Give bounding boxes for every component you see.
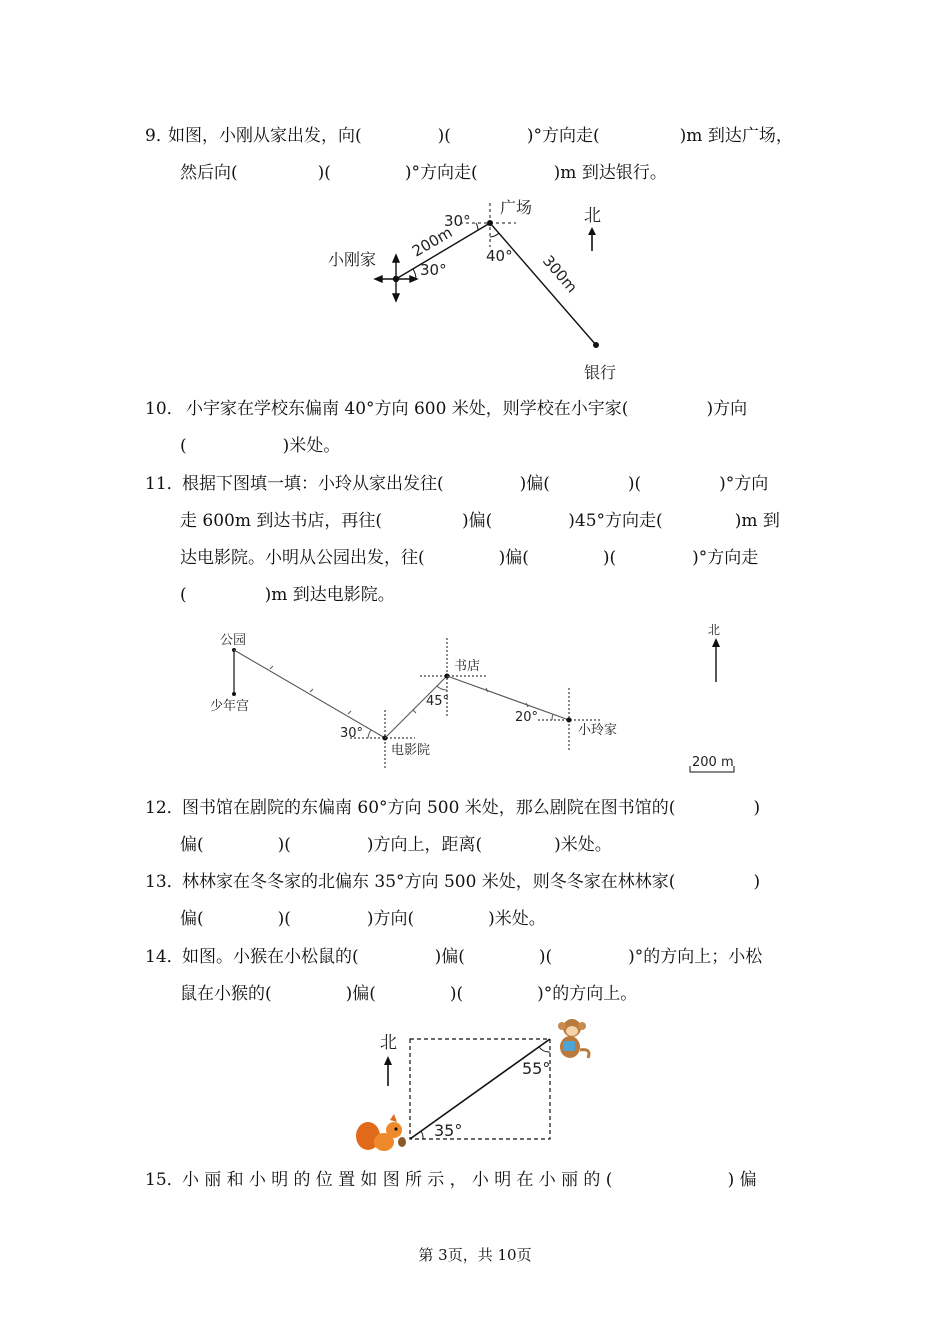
- question-9-number: 9．: [145, 126, 173, 146]
- question-15-line-1: 小丽和小明的位置如图所示，小明在小丽的( )偏: [182, 1170, 762, 1190]
- bookstore-label: 书店: [454, 659, 481, 674]
- question-10-line-1: 小宇家在学校东偏南 40°方向 600 米处，则学校在小宇家( )方向: [186, 399, 748, 419]
- north-arrow-icon: [588, 227, 596, 251]
- cinema-label: 电影院: [391, 743, 431, 758]
- bank-label: 银行: [584, 363, 617, 382]
- question-14-number: 14．: [145, 947, 184, 967]
- square-point: [487, 220, 493, 226]
- home-compass: [375, 255, 417, 301]
- page-footer: 第 3页，共 10页: [418, 1246, 532, 1264]
- angle-square-left-label: 30°: [444, 212, 471, 230]
- figure-9: [320, 195, 640, 385]
- diagonal-line: [410, 1039, 550, 1139]
- angle-monkey-label: 55°: [522, 1059, 551, 1078]
- question-15-number: 15．: [145, 1170, 184, 1190]
- figure-11: [200, 620, 760, 780]
- question-11-line-2: 走 600m 到达书店，再往( )偏( )45°方向走( )m 到: [180, 511, 780, 531]
- xiaoling-home-point: [567, 718, 572, 723]
- squirrel-icon: [356, 1114, 406, 1151]
- question-14-line-2: 鼠在小猴的( )偏( )( )°的方向上。: [180, 984, 638, 1004]
- park-label: 公园: [220, 633, 247, 648]
- path-park-to-cinema: [234, 650, 385, 738]
- path-bookstore-to-home: [447, 676, 569, 720]
- question-11-line-1: 根据下图填一填：小玲从家出发往( )偏( )( )°方向: [182, 474, 769, 494]
- question-12-line-1: 图书馆在剧院的东偏南 60°方向 500 米处，那么剧院在图书馆的( ): [182, 798, 761, 818]
- question-11-number: 11．: [145, 474, 184, 494]
- question-9-line-1: 如图，小刚从家出发，向( )( )°方向走( )m 到达广场，: [168, 126, 793, 146]
- figure-14: [350, 1012, 610, 1162]
- monkey-icon: [558, 1019, 589, 1058]
- question-12-line-2: 偏( )( )方向上，距离( )米处。: [180, 835, 612, 855]
- angle-home-label: 20°: [515, 710, 539, 725]
- north-label: 北: [708, 623, 721, 637]
- north-label: 北: [584, 206, 601, 226]
- question-13-number: 13．: [145, 872, 184, 892]
- question-9-line-2: 然后向( )( )°方向走( )m 到达银行。: [180, 163, 667, 183]
- question-14-line-1: 如图。小猴在小松鼠的( )偏( )( )°的方向上；小松: [182, 947, 763, 967]
- north-arrow-icon: [384, 1056, 392, 1086]
- north-label: 北: [380, 1033, 397, 1053]
- angle-squirrel-label: 35°: [434, 1121, 463, 1140]
- home-label: 小刚家: [328, 250, 377, 269]
- angle-home-label: 30°: [420, 261, 447, 279]
- distance-200m-label: 200m: [409, 223, 456, 261]
- question-11-line-3: 达电影院。小明从公园出发，往( )偏( )( )°方向走: [180, 548, 759, 568]
- scale-label: 200 m: [692, 755, 734, 770]
- angle-square-down-label: 40°: [486, 247, 513, 265]
- question-10-number: 10．: [145, 399, 184, 419]
- question-13-line-1: 林林家在冬冬家的北偏东 35°方向 500 米处，则冬冬家在林林家( ): [182, 872, 761, 892]
- angle-cinema-label: 30°: [340, 726, 364, 741]
- north-arrow-icon: [712, 638, 720, 682]
- question-10-line-2: ( )米处。: [180, 436, 341, 456]
- distance-300m-label: 300m: [538, 251, 581, 297]
- youth-palace-label: 少年宫: [210, 699, 250, 714]
- square-label: 广场: [500, 198, 533, 217]
- xiaoling-home-label: 小玲家: [578, 723, 618, 738]
- question-13-line-2: 偏( )( )方向( )米处。: [180, 909, 546, 929]
- bank-point: [593, 342, 599, 348]
- question-12-number: 12．: [145, 798, 184, 818]
- question-11-line-4: ( )m 到达电影院。: [180, 585, 395, 605]
- angle-bookstore-label: 45°: [426, 694, 450, 709]
